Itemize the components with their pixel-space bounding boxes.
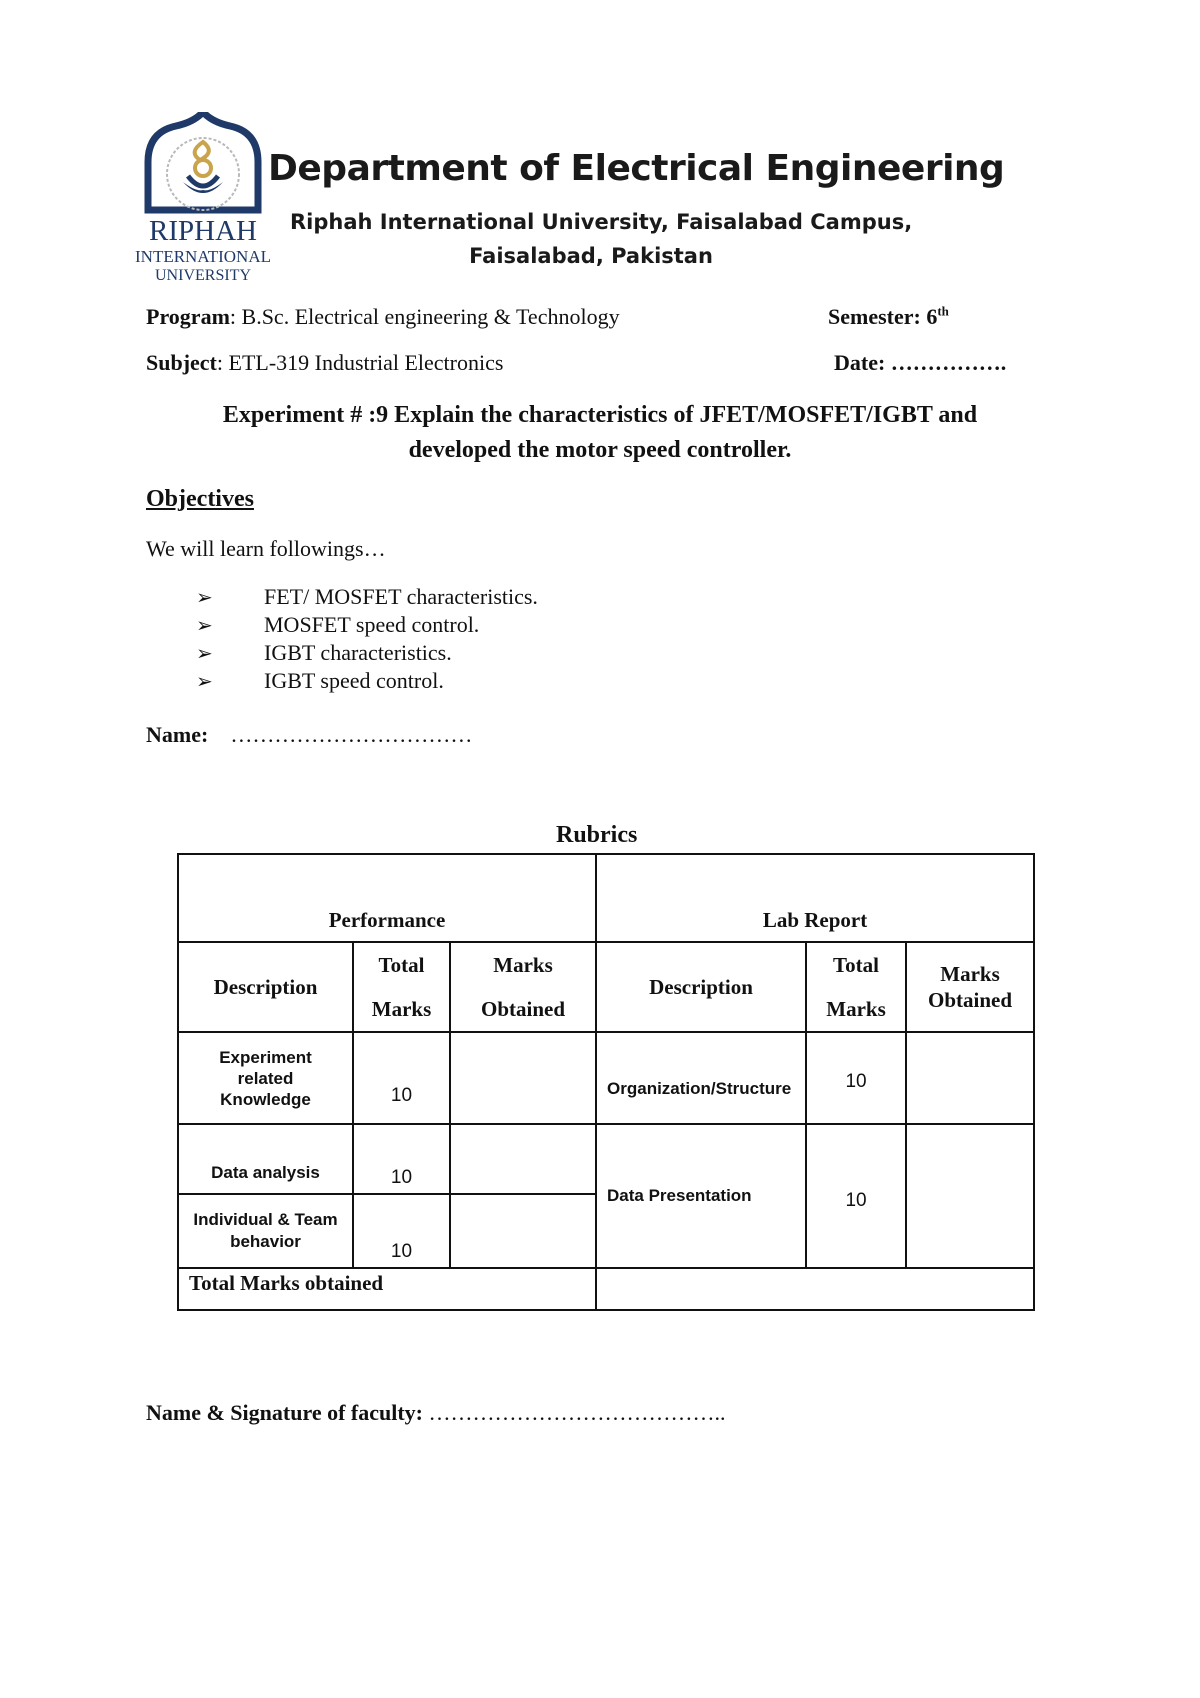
name-field[interactable]: ……………………………: [230, 722, 473, 747]
university-name-line2: Faisalabad, Pakistan: [469, 244, 713, 268]
list-item: [196, 583, 538, 611]
col-marks-obtained: Marks Obtained: [906, 942, 1034, 1032]
perf-total: 10: [353, 1124, 450, 1194]
col-description: Description: [596, 942, 806, 1032]
experiment-title: [140, 398, 1060, 468]
logo-text-university: UNIVERSITY: [155, 267, 251, 284]
col-description: Description: [178, 942, 353, 1032]
list-item: [196, 639, 538, 667]
semester-superscript: th: [937, 304, 949, 319]
lab-obtained[interactable]: [906, 1124, 1034, 1268]
date-row: [834, 350, 1006, 376]
perf-obtained[interactable]: [450, 1032, 596, 1124]
name-label: Name:: [146, 722, 209, 747]
subject-value: : ETL-319 Industrial Electronics: [216, 350, 504, 375]
perf-total: 10: [353, 1194, 450, 1268]
department-title: Department of Electrical Engineering: [268, 148, 1005, 189]
objective-text: IGBT speed control.: [264, 668, 444, 693]
objective-text: FET/ MOSFET characteristics.: [264, 584, 538, 609]
arrow-bullet-icon: ➢: [196, 613, 213, 637]
lab-description: Data Presentation: [596, 1124, 806, 1268]
logo-text-riphah: RIPHAH: [149, 215, 257, 247]
lab-total: 10: [806, 1124, 906, 1268]
arrow-bullet-icon: ➢: [196, 669, 213, 693]
lab-obtained[interactable]: [906, 1032, 1034, 1124]
total-marks-value[interactable]: [596, 1268, 1034, 1310]
experiment-line2: developed the motor speed controller.: [408, 437, 792, 463]
perf-description: Data analysis: [178, 1124, 353, 1194]
objectives-heading: Objectives: [146, 486, 254, 512]
table-row: [178, 1032, 1034, 1124]
perf-obtained[interactable]: [450, 1194, 596, 1268]
university-logo: [128, 112, 278, 290]
objectives-intro: We will learn followings…: [146, 536, 386, 561]
performance-header: Performance: [178, 854, 596, 942]
semester-label: Semester: 6th: [828, 304, 949, 330]
semester-row: [828, 304, 949, 330]
total-marks-label: Total Marks obtained: [178, 1268, 596, 1310]
program-row: [146, 304, 620, 330]
faculty-signature-row: [146, 1400, 726, 1426]
rubrics-title: Rubrics: [556, 822, 638, 848]
col-marks-obtained: Marks Obtained: [450, 942, 596, 1032]
list-item: [196, 667, 538, 695]
arrow-bullet-icon: ➢: [196, 585, 213, 609]
col-total-marks: Total Marks: [353, 942, 450, 1032]
table-row: [178, 1268, 1034, 1310]
student-name-row: [146, 722, 472, 748]
experiment-line1: Experiment # :9 Explain the characteristics of JFET/MOSFET/IGBT and: [222, 402, 978, 428]
program-value: : B.Sc. Electrical engineering & Technology: [229, 304, 620, 329]
perf-description: Individual & Team behavior: [178, 1194, 353, 1268]
table-row: [178, 942, 1034, 1032]
faculty-label: Name & Signature of faculty:: [146, 1400, 423, 1425]
table-row: [178, 854, 1034, 942]
objective-text: MOSFET speed control.: [264, 612, 480, 637]
lab-report-header: Lab Report: [596, 854, 1034, 942]
logo-text-international: INTERNATIONAL: [135, 247, 271, 266]
lab-total: 10: [806, 1032, 906, 1124]
date-label: Date: …………….: [834, 350, 1007, 375]
rubrics-table: [177, 853, 1035, 1311]
perf-obtained[interactable]: [450, 1124, 596, 1194]
lab-description: Organization/Structure: [596, 1032, 806, 1124]
perf-description: Experiment related Knowledge: [178, 1032, 353, 1124]
arrow-bullet-icon: ➢: [196, 641, 213, 665]
table-row: [178, 1124, 1034, 1194]
faculty-signature-field[interactable]: …………………………………..: [428, 1400, 726, 1425]
objective-text: IGBT characteristics.: [264, 640, 452, 665]
list-item: [196, 611, 538, 639]
perf-total: 10: [353, 1032, 450, 1124]
col-total-marks: Total Marks: [806, 942, 906, 1032]
subject-label: Subject: [146, 350, 217, 375]
objectives-list: [196, 583, 538, 695]
university-name-line1: Riphah International University, Faisalabad Campus,: [290, 210, 913, 234]
program-label: Program: [146, 304, 230, 329]
subject-row: [146, 350, 503, 376]
